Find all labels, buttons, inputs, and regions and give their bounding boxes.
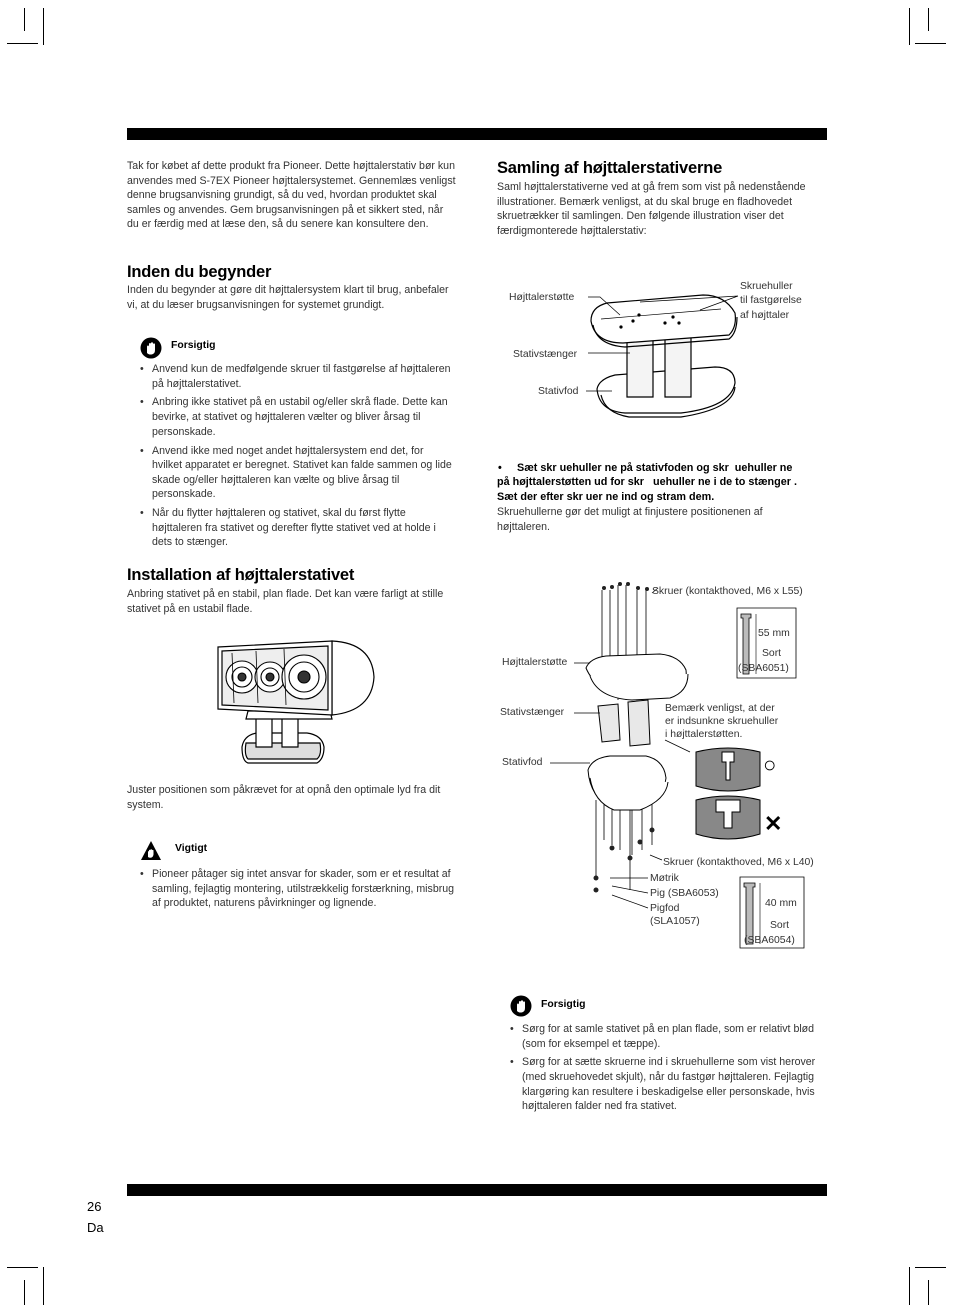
- list-item: • Pioneer påtager sig intet ansvar for skader, som er et resultat af samling, fejlagtig montering, utilstrækkelig forstærkning, misbrug af produktet, naturens påvirkninger og lignende.: [127, 867, 455, 911]
- fig2-spike-label: Pig (SBA6053): [650, 888, 719, 899]
- assembly-bold-line-3: Sæt der efter skr uer ne ind og stram dem.: [497, 491, 715, 503]
- fig2-part6051-label: (SBA6051): [738, 663, 789, 674]
- fig2-spikefoot-label-2: (SLA1057): [650, 916, 700, 927]
- important-title: Vigtigt: [175, 843, 208, 854]
- fig2-spikefoot-label-1: Pigfod: [650, 903, 680, 914]
- list-item: • Sørg for at samle stativet på en plan flade, som er relativt blød (som for eksempel et tæppe).: [497, 1022, 822, 1051]
- fig2-rods-label: Stativstænger: [500, 707, 565, 718]
- incorrect-mark: ✕: [764, 811, 783, 836]
- adjust-text: Juster positionen som påkrævet for at opnå den optimale lyd fra dit system.: [127, 784, 441, 811]
- fig1-screwholes-label-2: til fastgørelse: [740, 295, 802, 306]
- assembly-bold-line-2: på højttalerstøtten ud for skr uehuller ne i de to stænger .: [497, 476, 797, 488]
- caution-hand-icon: [510, 995, 532, 1017]
- assembly-caution-list: [497, 1022, 822, 1118]
- list-item: • Når du flytter højttaleren og stativet, skal du først flytte højttaleren fra stativet og derefter flytte stativet ved at holde i dets to stænger.: [127, 506, 455, 550]
- assembly-heading: Samling af højttalerstativerne: [497, 159, 723, 177]
- fig2-support-label: Højttalerstøtte: [502, 657, 568, 668]
- fig2-notice-label-1: Bemærk venligst, at der: [665, 703, 775, 714]
- list-item: • Anbring ikke stativet på en ustabil og/eller skrå flade. Dette kan bevirke, at stativet og højttaleren vælter og bliver årsag til personskade.: [127, 395, 455, 439]
- fig2-nut-label: Møtrik: [650, 873, 679, 884]
- fig2-screws-top-label: Skruer (kontakthoved, M6 x L55): [652, 586, 803, 597]
- assembly-bold-line-1: Sæt skr uehuller ne på stativfoden og skr uehuller ne: [517, 462, 793, 474]
- fig2-len55-label: 55 mm: [758, 628, 790, 639]
- assembly-text: Saml højttalerstativerne ved at gå frem som vist på nedenstående illustrationer. Bemærk venligst, at du skal bruge en fladhovedet skruetrækker til samlingen. Den følgende illustration viser det færdigmonterede højttalerstativ:: [497, 181, 806, 237]
- fig2-len40-label: 40 mm: [765, 898, 797, 909]
- fig1-screwholes-label-1: Skruehuller: [740, 281, 793, 292]
- list-item: • Anvend kun de medfølgende skruer til fastgørelse af højttaleren på højttalerstativet.: [127, 362, 455, 391]
- correct-mark: ○: [763, 752, 777, 777]
- install-heading: Installation af højttalerstativet: [127, 566, 355, 584]
- fig2-notice-label-2: er indsunkne skruehuller: [665, 716, 779, 727]
- install-text: Anbring stativet på en stabil, plan flade. Det kan være farligt at stille stativet på en ustabil flade.: [127, 588, 444, 615]
- fig2-part6054-label: (SBA6054): [744, 935, 795, 946]
- language-code: Da: [87, 1220, 104, 1235]
- caution-title: Forsigtig: [171, 340, 216, 351]
- list-item: • Anvend ikke med noget andet højttalersystem end det, for hvilket apparatet er beregnet. Stativet kan falde sammen og lide skade og/eller højttaleren kan vælte og blive årsag til personskade.: [127, 444, 455, 502]
- fig2-notice-label-3: i højttalerstøtten.: [665, 729, 743, 740]
- assembly-bold-bullet: •: [498, 462, 502, 474]
- fig1-foot-label: Stativfod: [538, 386, 579, 397]
- before-heading: Inden du begynder: [127, 263, 272, 281]
- fig2-black1-label: Sort: [762, 648, 782, 659]
- intro-text: Tak for købet af dette produkt fra Pioneer. Dette højttalerstativ bør kun anvendes med S-7EX Pioneer højttalersystemet. Gennemlæs venligst denne brugsanvisning grundigt, så du ved, hvordan produktet skal samles og anvendes. Gem brugsanvisningen på et sikkert sted, når du er færdig med at læse den, så du senere kan konsultere den.: [127, 160, 456, 231]
- fig1-rods-label: Stativstænger: [513, 349, 578, 360]
- fig2-foot-label: Stativfod: [502, 757, 543, 768]
- fig1-screwholes-label-3: af højttaler: [740, 310, 790, 321]
- before-text: Inden du begynder at gøre dit højttalersystem klart til brug, anbefaler vi, at du læser brugsanvisningen for systemet grundigt.: [127, 284, 449, 311]
- fig2-screws-bottom-label: Skruer (kontakthoved, M6 x L40): [663, 857, 814, 868]
- assembly-caution-title: Forsigtig: [541, 999, 586, 1010]
- page-number: 26: [87, 1199, 102, 1214]
- assembly-note: Skruehullerne gør det muligt at finjustere positionenen af højttaleren.: [497, 506, 763, 533]
- fig1-support-label: Højttalerstøtte: [509, 292, 575, 303]
- fig2-black2-label: Sort: [770, 920, 790, 931]
- list-item: • Sørg for at sætte skruerne ind i skruehullerne som vist herover (med skruehovedet skjult), når du fastgør højttaleren. Fejlagtig klargøring kan resultere i beskadigelse eller personskade, hvis højttaleren falder ned fra stativet.: [497, 1055, 822, 1113]
